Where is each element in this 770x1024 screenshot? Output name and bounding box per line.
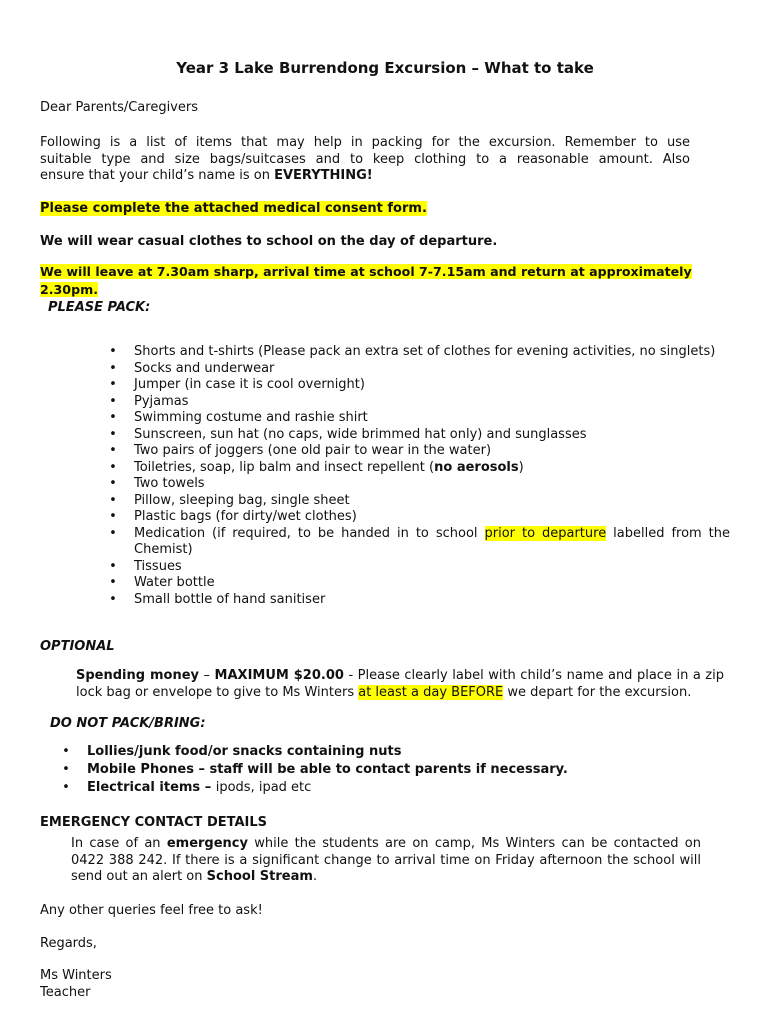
emergency-heading-text: EMERGENCY CONTACT DETAILS <box>40 815 268 830</box>
pack-list-item <box>109 410 730 427</box>
pack-item-text: Medication (if required, to be handed in to school <box>134 525 485 541</box>
bullet-icon: • <box>109 426 117 442</box>
emergency-text-mid: while the students are on camp, Ms Winters can be contacted on 0422 388 242. If there is a significant change to arrival time on Friday afternoon the school will send out an alert on <box>71 836 701 884</box>
pack-item-text: Jumper (in case it is cool overnight) <box>134 377 365 392</box>
queries-line: Any other queries feel free to ask! <box>40 903 263 918</box>
optional-highlight: at least a day BEFORE <box>358 684 504 700</box>
bullet-icon: • <box>109 410 117 425</box>
pack-item-text: Tissues <box>134 558 182 574</box>
do-not-item-bold: Electrical items – <box>87 780 216 795</box>
spending-money-label: Spending money <box>76 668 199 683</box>
pack-list-item <box>109 509 730 526</box>
bullet-icon: • <box>109 591 117 607</box>
pack-list-item <box>109 360 730 378</box>
emergency-text-pre: In case of an <box>71 836 167 851</box>
bullet-icon: • <box>109 509 117 524</box>
optional-heading-text: OPTIONAL <box>40 639 115 654</box>
do-not-list-item <box>62 780 687 797</box>
regards-line: Regards, <box>40 936 97 951</box>
bullet-icon: • <box>109 575 117 590</box>
medical-note <box>40 201 690 218</box>
signature-title: Teacher <box>40 985 91 1000</box>
pack-item-text: Toiletries, soap, lip balm and insect repellent ( <box>134 459 435 475</box>
pack-list-item <box>109 393 730 411</box>
pack-item-text: labelled from the Chemist) <box>134 525 730 557</box>
optional-text-1: - Please clearly label with child’s name and place in a zip lock bag or envelope to give to Ms Winters <box>76 668 724 700</box>
bullet-icon: • <box>109 459 117 475</box>
do-not-item-bold: Mobile Phones – staff will be able to contact parents if necessary. <box>87 762 568 777</box>
pack-list-item <box>109 426 730 444</box>
please-pack-heading <box>48 300 698 317</box>
pack-item-text: Plastic bags (for dirty/wet clothes) <box>134 509 357 524</box>
pack-item-text: Sunscreen, sun hat (no caps, wide brimmed hat only) and sunglasses <box>134 426 587 442</box>
bullet-icon: • <box>109 443 117 458</box>
emergency-text-post: . <box>312 869 318 884</box>
pack-list-item <box>109 344 730 361</box>
pack-list-item <box>109 492 730 510</box>
do-not-item-text: ipods, ipad etc <box>215 780 312 795</box>
pack-list-item <box>109 575 730 592</box>
pack-list-item <box>109 476 730 493</box>
pack-item-text: Pillow, sleeping bag, single sheet <box>134 492 350 508</box>
pack-item-text: Swimming costume and rashie shirt <box>134 410 368 425</box>
pack-item-text: Pyjamas <box>134 393 189 409</box>
optional-dash: – <box>199 668 215 683</box>
pack-list-item <box>109 525 730 559</box>
intro-line-1: Following is a list of items that may help in packing for the excursion. Remember to use <box>40 135 690 150</box>
bullet-icon: • <box>62 762 70 777</box>
pack-list-item <box>109 443 730 460</box>
optional-text-2: we depart for the excursion. <box>503 684 692 700</box>
school-stream: School Stream <box>206 869 313 884</box>
intro-everything: EVERYTHING! <box>274 168 373 183</box>
pack-item-text: Two towels <box>134 476 205 491</box>
document-title: Year 3 Lake Burrendong Excursion – What to take <box>176 59 594 77</box>
medical-note-text: Please complete the attached medical consent form. <box>40 201 427 216</box>
do-not-list-item <box>62 762 687 779</box>
maximum-amount: MAXIMUM $20.00 <box>214 668 344 683</box>
pack-item-text: Two pairs of joggers (one old pair to wear in the water) <box>134 443 492 458</box>
optional-paragraph <box>76 668 724 701</box>
bullet-icon: • <box>62 744 70 759</box>
intro-line-3-text: ensure that your child’s name is on <box>40 168 275 183</box>
bullet-icon: • <box>109 558 117 574</box>
please-pack-heading-text: PLEASE PACK: <box>48 300 151 315</box>
intro-line-3 <box>40 168 690 185</box>
pack-item-highlight: prior to departure <box>484 525 607 541</box>
pack-item-text: ) <box>518 459 524 475</box>
pack-item-text: Shorts and t-shirts (Please pack an extra set of clothes for evening activities, no singlets) <box>134 344 716 359</box>
bullet-icon: • <box>62 780 70 795</box>
emergency-word: emergency <box>166 836 248 851</box>
do-not-list-item <box>62 744 687 761</box>
greeting: Dear Parents/Caregivers <box>40 100 198 115</box>
do-not-heading-text: DO NOT PACK/BRING: <box>50 716 206 731</box>
pack-list <box>109 344 730 608</box>
do-not-heading <box>50 716 700 733</box>
do-not-item-bold: Lollies/junk food/or snacks containing nuts <box>87 744 402 759</box>
bullet-icon: • <box>109 476 117 491</box>
intro-line-2: suitable type and size bags/suitcases and to keep clothing to a reasonable amount. Also <box>40 151 690 167</box>
pack-item-text: Small bottle of hand sanitiser <box>134 591 326 607</box>
pack-list-item <box>109 377 730 394</box>
emergency-heading <box>40 815 690 832</box>
bullet-icon: • <box>109 393 117 409</box>
pack-item-bold: no aerosols <box>434 459 519 475</box>
casual-note-text: We will wear casual clothes to school on the day of departure. <box>40 234 498 249</box>
emergency-paragraph <box>71 836 701 886</box>
optional-heading <box>40 639 690 656</box>
leave-note-text: We will leave at 7.30am sharp, arrival time at school 7-7.15am and return at approximately 2.30pm. <box>40 264 692 297</box>
pack-list-item <box>109 459 730 477</box>
bullet-icon: • <box>109 492 117 508</box>
pack-list-item <box>109 591 730 609</box>
leave-note <box>40 264 740 299</box>
pack-list-item <box>109 558 730 576</box>
intro-paragraph <box>40 135 690 185</box>
pack-item-text: Water bottle <box>134 575 215 590</box>
pack-item-text: Socks and underwear <box>134 360 275 376</box>
signature-name: Ms Winters <box>40 968 112 983</box>
bullet-icon: • <box>109 525 117 541</box>
bullet-icon: • <box>109 344 117 359</box>
do-not-list <box>62 744 687 798</box>
bullet-icon: • <box>109 377 117 392</box>
casual-note <box>40 234 690 251</box>
bullet-icon: • <box>109 360 117 376</box>
